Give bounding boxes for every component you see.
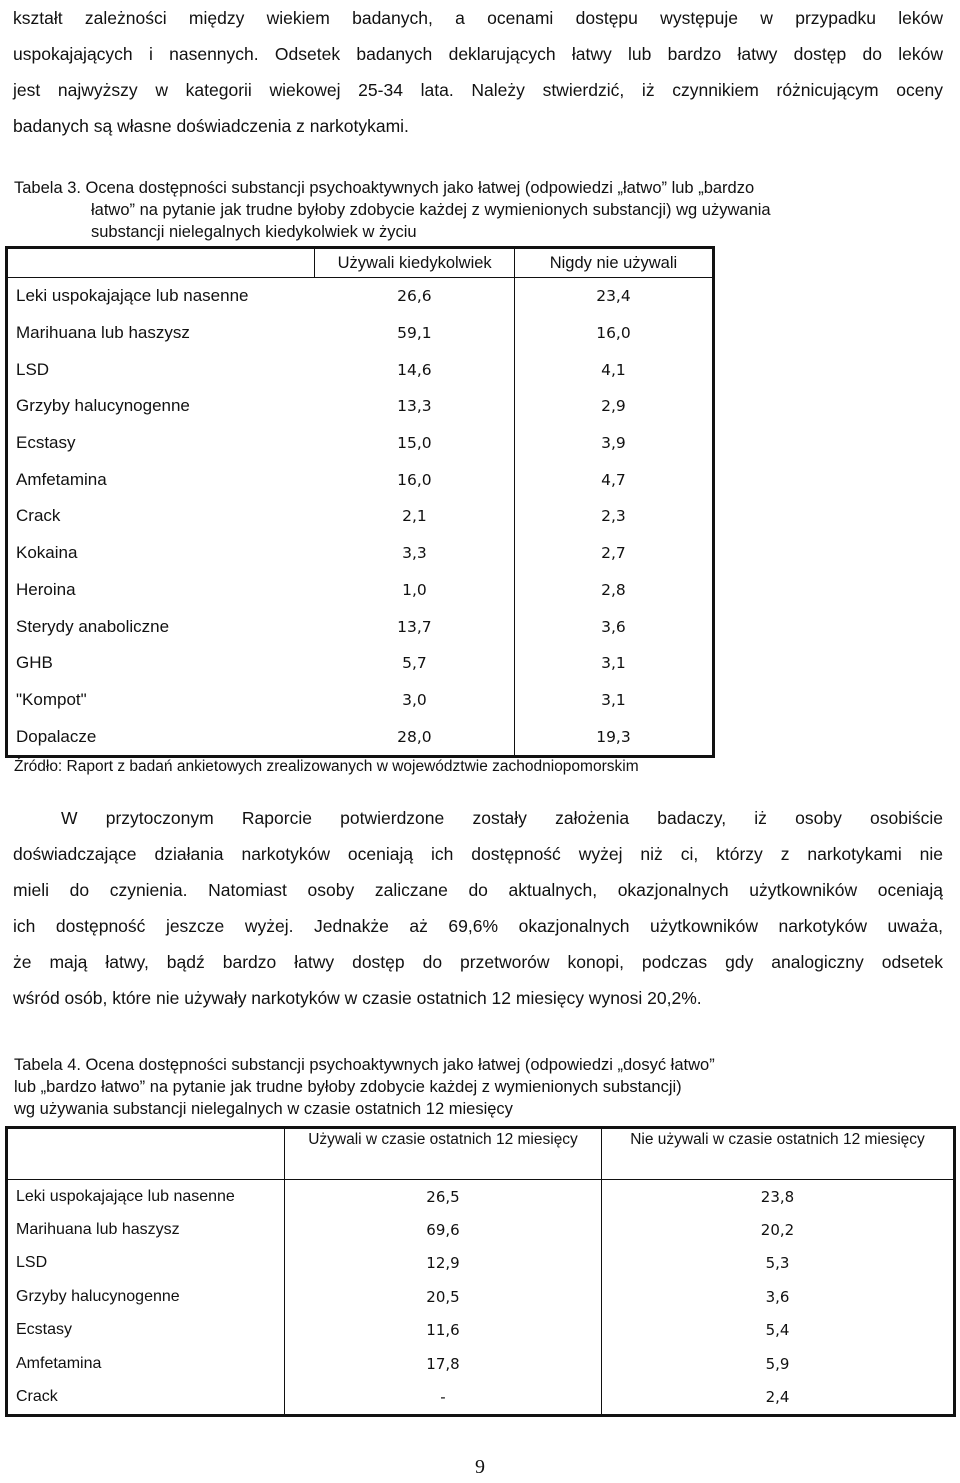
table4-caption bbox=[14, 1054, 914, 1120]
value-used-ever: 16,0 bbox=[397, 470, 432, 489]
value-used-ever: 13,7 bbox=[397, 617, 432, 636]
value-used-last-12-months: - bbox=[285, 1380, 602, 1415]
intro-paragraph bbox=[13, 0, 943, 144]
header-not-used-last-12-months: Nie używali w czasie ostatnich 12 miesięcy bbox=[602, 1128, 955, 1180]
table-row bbox=[7, 315, 714, 352]
row-label: Marihuana lub haszysz bbox=[16, 323, 190, 343]
header-blank-cell bbox=[7, 1128, 285, 1180]
value-not-used-last-12-months: 5,4 bbox=[602, 1314, 955, 1347]
row-label: Marihuana lub haszysz bbox=[16, 1221, 180, 1239]
value-never-used: 2,3 bbox=[514, 498, 713, 535]
value-never-used: 2,8 bbox=[514, 572, 713, 609]
value-never-used: 3,9 bbox=[514, 425, 713, 462]
row-label: Ecstasy bbox=[16, 433, 76, 453]
value-used-ever: 59,1 bbox=[397, 324, 432, 343]
value-used-ever: 13,3 bbox=[397, 397, 432, 416]
row-label: Crack bbox=[16, 506, 61, 526]
row-label: LSD bbox=[16, 359, 50, 379]
body-line: że mają łatwy, bądź bardzo łatwy dostęp do przetworów konopi, podczas gdy analogiczny odsetek bbox=[13, 952, 943, 972]
intro-line: uspokajających i nasennych. Odsetek badanych deklarujących łatwy lub bardzo łatwy dostęp do leków bbox=[13, 44, 943, 64]
table-header-row bbox=[7, 248, 714, 278]
value-never-used: 4,7 bbox=[514, 461, 713, 498]
row-label: Sterydy anaboliczne bbox=[16, 616, 170, 636]
value-used-ever: 5,7 bbox=[402, 654, 427, 673]
value-not-used-last-12-months: 5,3 bbox=[602, 1247, 955, 1280]
table-row bbox=[7, 1280, 955, 1313]
value-used-ever: 3,3 bbox=[402, 544, 427, 563]
value-used-ever: 2,1 bbox=[402, 507, 427, 526]
value-never-used: 16,0 bbox=[514, 315, 713, 352]
value-never-used: 3,6 bbox=[514, 608, 713, 645]
body-line: W przytoczonym Raporcie potwierdzone zostały założenia badaczy, iż osoby osobiście bbox=[61, 808, 943, 828]
value-used-last-12-months: 69,6 bbox=[285, 1213, 602, 1246]
row-label: LSD bbox=[16, 1254, 48, 1272]
value-not-used-last-12-months: 3,6 bbox=[602, 1280, 955, 1313]
row-label: Grzyby halucynogenne bbox=[16, 1287, 180, 1305]
table-row bbox=[7, 1380, 955, 1415]
value-used-last-12-months: 20,5 bbox=[285, 1280, 602, 1313]
value-used-ever: 26,6 bbox=[397, 287, 432, 306]
table-row bbox=[7, 351, 714, 388]
table3-caption bbox=[14, 177, 914, 243]
value-used-ever: 1,0 bbox=[402, 580, 427, 599]
page-number: 9 bbox=[475, 1456, 485, 1478]
value-never-used: 2,7 bbox=[514, 535, 713, 572]
value-never-used: 23,4 bbox=[514, 278, 713, 315]
body-paragraph bbox=[13, 800, 943, 1016]
value-used-last-12-months: 17,8 bbox=[285, 1347, 602, 1380]
table-row bbox=[7, 1213, 955, 1246]
body-line: wśród osób, które nie używały narkotyków w czasie ostatnich 12 miesięcy wynosi 20,2%. bbox=[13, 988, 702, 1008]
value-never-used: 2,9 bbox=[514, 388, 713, 425]
table-row bbox=[7, 645, 714, 682]
row-label: GHB bbox=[16, 653, 53, 673]
row-label: Crack bbox=[16, 1388, 58, 1406]
row-label: Kokaina bbox=[16, 543, 78, 563]
row-label: Dopalacze bbox=[16, 726, 97, 746]
row-label: Heroina bbox=[16, 579, 76, 599]
table4 bbox=[5, 1126, 956, 1417]
table-row bbox=[7, 278, 714, 315]
body-line: doświadczające działania narkotyków oceniają ich dostępność wyżej niż ci, którzy z narkotykami nie bbox=[13, 844, 943, 864]
intro-line: badanych są własne doświadczenia z narkotykami. bbox=[13, 116, 409, 136]
table-row bbox=[7, 718, 714, 756]
row-label: "Kompot" bbox=[16, 689, 87, 709]
table-row bbox=[7, 1347, 955, 1380]
value-not-used-last-12-months: 5,9 bbox=[602, 1347, 955, 1380]
table-row bbox=[7, 608, 714, 645]
value-never-used: 3,1 bbox=[514, 682, 713, 719]
table-row bbox=[7, 388, 714, 425]
value-used-ever: 15,0 bbox=[397, 434, 432, 453]
header-used-ever: Używali kiedykolwiek bbox=[315, 248, 515, 278]
table3-source-note: Źródło: Raport z badań ankietowych zrealizowanych w województwie zachodniopomorskim bbox=[14, 758, 639, 775]
table-row bbox=[7, 572, 714, 609]
caption-line: wg używania substancji nielegalnych w czasie ostatnich 12 miesięcy bbox=[14, 1100, 513, 1118]
header-blank-cell bbox=[7, 248, 315, 278]
table-row bbox=[7, 682, 714, 719]
intro-line: kształt zależności między wiekiem badanych, a ocenami dostępu występuje w przypadku leków bbox=[13, 8, 943, 28]
caption-line: łatwo” na pytanie jak trudne byłoby zdobycie każdej z wymienionych substancji) wg używania bbox=[91, 201, 771, 219]
header-never-used: Nigdy nie używali bbox=[514, 248, 713, 278]
table-row bbox=[7, 535, 714, 572]
value-used-ever: 14,6 bbox=[397, 360, 432, 379]
value-used-ever: 3,0 bbox=[402, 690, 427, 709]
value-not-used-last-12-months: 23,8 bbox=[602, 1180, 955, 1214]
caption-line: lub „bardzo łatwo” na pytanie jak trudne byłoby zdobycie każdej z wymienionych substancji) bbox=[14, 1078, 682, 1096]
row-label: Grzyby halucynogenne bbox=[16, 396, 190, 416]
value-never-used: 19,3 bbox=[514, 718, 713, 756]
value-not-used-last-12-months: 2,4 bbox=[602, 1380, 955, 1415]
value-used-last-12-months: 12,9 bbox=[285, 1247, 602, 1280]
table-row bbox=[7, 1180, 955, 1214]
row-label: Leki uspokajające lub nasenne bbox=[16, 1187, 235, 1205]
table3 bbox=[5, 246, 715, 758]
intro-line: jest najwyższy w kategorii wiekowej 25-34 lata. Należy stwierdzić, iż czynnikiem różnicującym oceny bbox=[13, 80, 943, 100]
caption-line: Tabela 3. Ocena dostępności substancji psychoaktywnych jako łatwej (odpowiedzi „łatwo” lub „bardzo bbox=[14, 179, 755, 197]
row-label: Ecstasy bbox=[16, 1321, 73, 1339]
caption-line: Tabela 4. Ocena dostępności substancji psychoaktywnych jako łatwej (odpowiedzi „dosyć łatwo” bbox=[14, 1056, 715, 1074]
body-line: mieli do czynienia. Natomiast osoby zaliczane do aktualnych, okazjonalnych użytkowników oceniają bbox=[13, 880, 943, 900]
value-used-last-12-months: 11,6 bbox=[285, 1314, 602, 1347]
row-label: Leki uspokajające lub nasenne bbox=[16, 286, 249, 306]
value-used-last-12-months: 26,5 bbox=[285, 1180, 602, 1214]
row-label: Amfetamina bbox=[16, 469, 107, 489]
value-not-used-last-12-months: 20,2 bbox=[602, 1213, 955, 1246]
table-row bbox=[7, 1247, 955, 1280]
row-label: Amfetamina bbox=[16, 1354, 102, 1372]
table-row bbox=[7, 425, 714, 462]
header-used-last-12-months: Używali w czasie ostatnich 12 miesięcy bbox=[285, 1128, 602, 1180]
table-row bbox=[7, 461, 714, 498]
table-row bbox=[7, 498, 714, 535]
value-never-used: 4,1 bbox=[514, 351, 713, 388]
value-used-ever: 28,0 bbox=[397, 727, 432, 746]
table-row bbox=[7, 1314, 955, 1347]
body-line: ich dostępność jeszcze wyżej. Jednakże aż 69,6% okazjonalnych użytkowników narkotyków uważa, bbox=[13, 916, 943, 936]
table-header-row bbox=[7, 1128, 955, 1180]
value-never-used: 3,1 bbox=[514, 645, 713, 682]
caption-line: substancji nielegalnych kiedykolwiek w życiu bbox=[91, 223, 417, 241]
